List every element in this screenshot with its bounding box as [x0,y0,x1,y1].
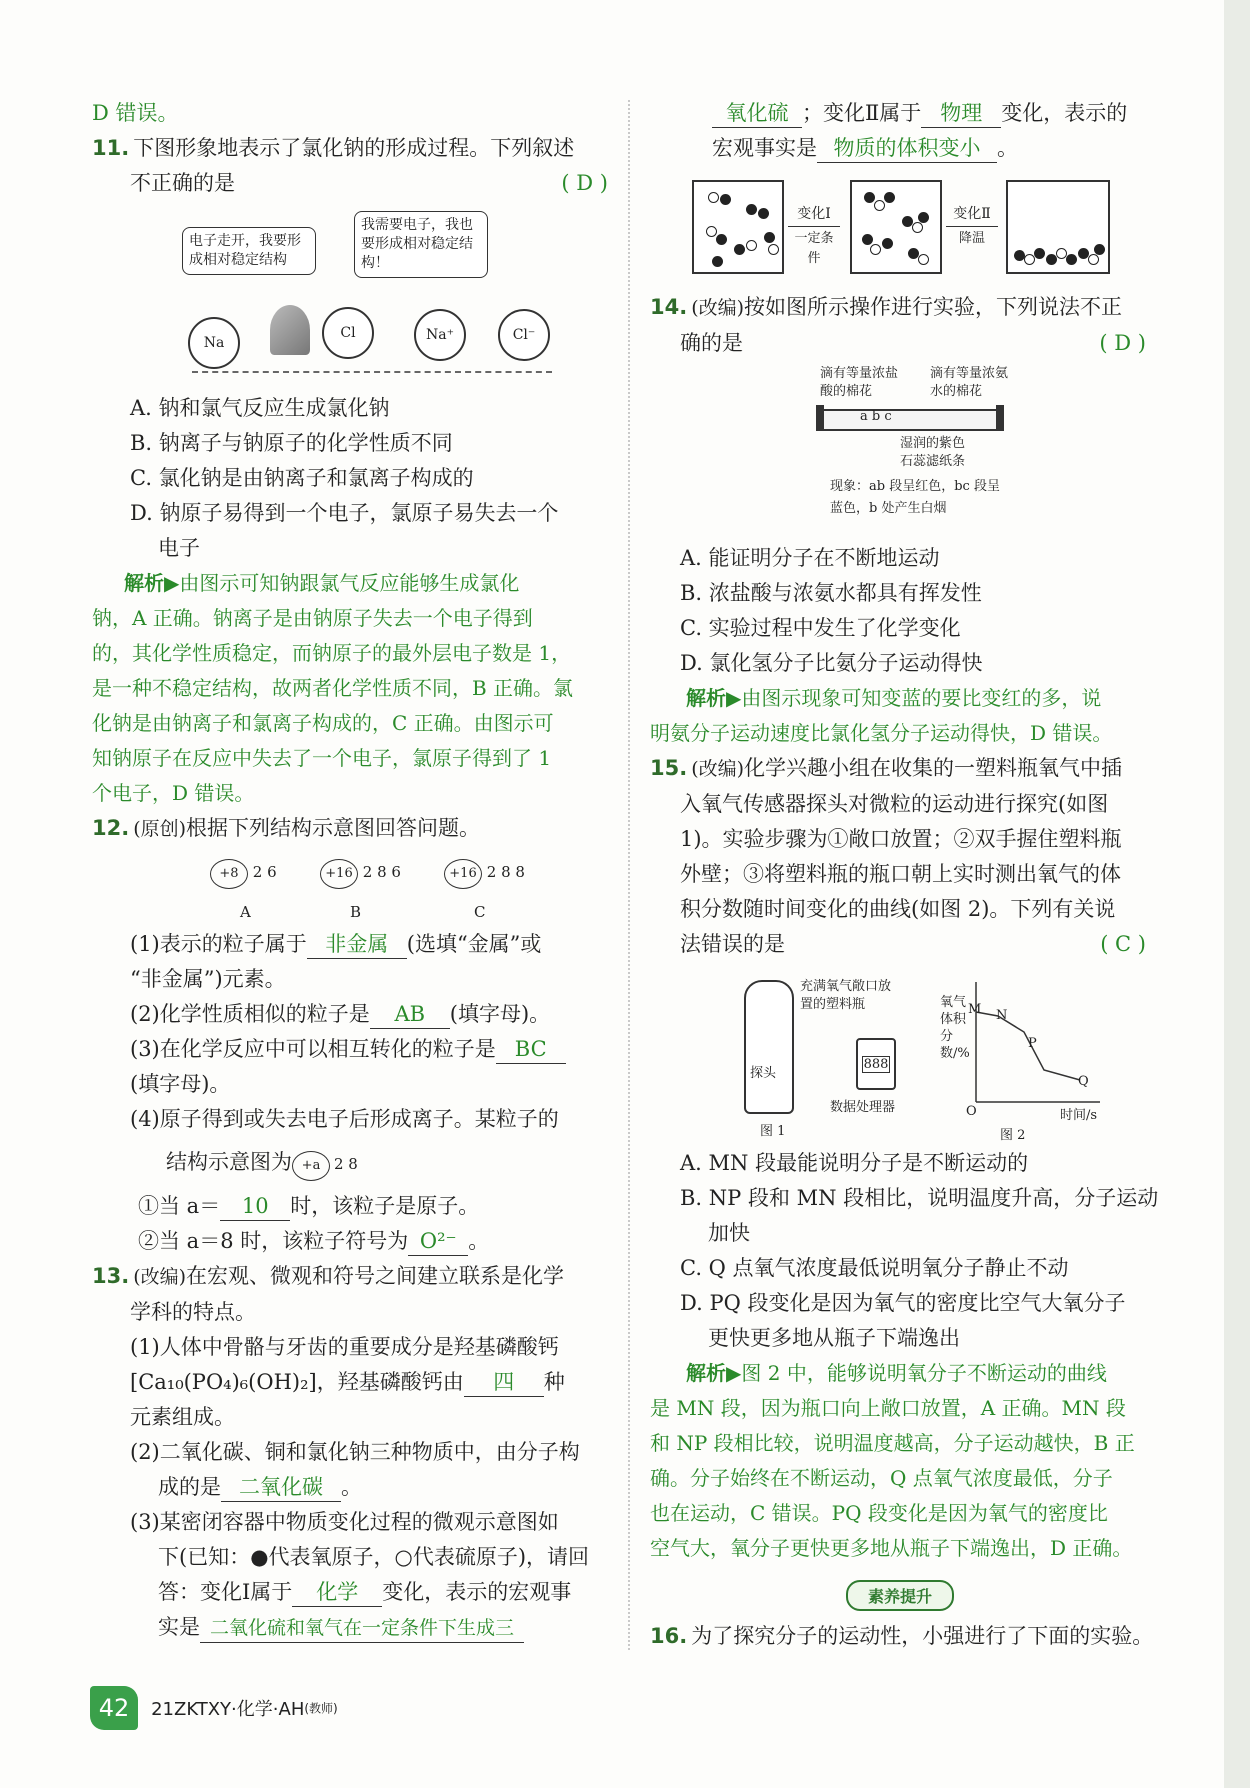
atom-a-nucleus: +8 [210,859,248,889]
q13-answer-cont: 氧化硫 [712,99,802,128]
book-code: 21ZKTXY·化学·AH [151,1699,305,1720]
q15-option-a: A. MN 段最能说明分子是不断运动的 [680,1151,1029,1175]
q13-stem: 在宏观、微观和符号之间建立联系是化学 [186,1264,565,1288]
diffusion-tube-figure [650,361,1150,541]
q13-p3-text-3: 实是 [158,1615,200,1639]
q11-ana-2: 钠，A 正确。钠离子是由钠原子失去一个电子得到 [92,606,533,630]
fig-strip-label: 湿润的紫色石蕊滤纸条 [900,436,966,469]
q14-analysis [650,681,1150,716]
q13-p3-answer-1: 化学 [292,1578,382,1607]
edition-role: (教师) [304,1701,338,1716]
q12-p1-answer: 非金属 [307,930,407,959]
analysis-label: 解析▶ [124,571,180,595]
q13-number: 13. [92,1264,130,1288]
fig1-caption: 图 1 [760,1124,786,1139]
q11-ana-1: 由图示可知钠跟氯气反应能够生成氯化 [179,571,520,595]
figure-ground [192,365,552,373]
fig1-bottle-label: 充满氧气敞口放置的塑料瓶 [800,979,892,1012]
q13-part-3-legend: 下(已知：●代表氧原子，○代表硫原子)，请回 [158,1545,590,1569]
fig-phenomenon-1: 现象：ab 段呈红色，bc 段呈 [830,479,1000,494]
micro-change-diagram [650,174,1150,284]
q11-ana-7: 个电子，D 错误。 [92,781,255,805]
q12-part-4-diagram [92,1137,612,1189]
q13-p1-answer: 四 [464,1368,544,1397]
q13-p3-text-2: 变化，表示的宏观事 [382,1580,572,1604]
q14-number: 14. [650,295,688,319]
q15-option-c: C. Q 点氧气浓度最低说明氧分子静止不动 [680,1256,1069,1280]
q15-stem-6: 法错误的是 [680,932,785,956]
page-footer [90,1686,338,1730]
point-q: Q [1078,1074,1089,1089]
na-atom-figure: Na [188,317,240,369]
q11-ana-6: 知钠原子在反应中失去了一个电子，氯原子得到了 1 [92,746,552,770]
fig2-y-label: 氧气体积分数/% [940,995,970,1061]
q11-option-c: C. 氯化钠是由钠离子和氯离子构成的 [130,466,474,490]
q12-p2-text-2: (填字母)。 [449,1002,551,1026]
fig-nh3-label: 滴有等量浓氨水的棉花 [930,366,1009,399]
question-13 [92,1259,612,1645]
q13-p1-text: [Ca₁₀(PO₄)₆(OH)₂]，羟基磷酸钙由 [130,1370,464,1394]
q12-part-1 [92,927,612,962]
right-column [650,96,1159,1654]
q13-macro-fact-answer: 物质的体积变小 [817,134,997,163]
q12-p2-text: (2)化学性质相似的粒子是 [130,1002,370,1026]
q13-tag: (改编) [133,1266,187,1288]
q14-option-b: B. 浓盐酸与浓氨水都具有挥发性 [680,581,982,605]
q11-analysis [92,566,612,601]
q15-stem-2: 入氧气传感器探头对微粒的运动进行探究(如图 [680,792,1109,816]
q12-s1-text-2: 时，该粒子是原子。 [290,1194,480,1218]
q12-p3-text: (3)在化学反应中可以相互转化的粒子是 [130,1037,496,1061]
cl-ion-figure: Cl⁻ [498,309,550,361]
page-edge [1224,0,1250,1788]
q13-p2-text: 成的是 [158,1475,221,1499]
tube-stopper-right [996,405,1004,431]
q13-part-1-formula [92,1365,612,1400]
q13-change2-answer: 物理 [921,99,1001,128]
q15-ana-3: 和 NP 段相比较，说明温度越高，分子运动越快，B 正 [650,1431,1135,1455]
q13-p2-answer: 二氧化碳 [221,1473,341,1502]
fig2-caption: 图 2 [1000,1128,1026,1143]
q14-option-c: C. 实验过程中发生了化学变化 [680,616,961,640]
fig1-processor-label: 数据处理器 [830,1100,896,1115]
q15-analysis [650,1356,1150,1391]
q13-part-1: (1)人体中骨骼与牙齿的重要成分是羟基磷酸钙 [130,1335,559,1359]
point-n: N [996,1008,1008,1023]
q11-option-d-cont: 电子 [158,536,200,560]
q15-ana-6: 空气大，氧分子更快更多地从瓶子下端逸出，D 正确。 [650,1536,1133,1560]
nacl-formation-figure [92,205,612,385]
atom-diagram-c [444,859,525,921]
plastic-bottle [744,980,794,1114]
state-box-2 [850,180,942,274]
atom-structure-diagrams [92,847,612,927]
q12-p2-answer: AB [370,1000,450,1029]
q13-part-2-cont [92,1470,612,1505]
section-badge: 素养提升 [846,1580,954,1611]
q15-answer: ( C ) [1100,932,1146,956]
section-badge-row [650,1580,1150,1611]
question-11 [92,131,612,811]
q12-s2-text: ②当 a＝8 时，该粒子符号为 [138,1229,409,1253]
q14-stem-2: 确的是 [680,331,743,355]
oxygen-sensor-figures [650,966,1150,1146]
question-15 [650,751,1159,1566]
q12-sub-1 [92,1189,612,1224]
q13-part-2: (2)二氧化碳、铜和氯化钠三种物质中，由分子构 [130,1440,580,1464]
q14-tag: (改编) [691,297,745,319]
electron-figure [270,305,310,355]
q14-answer: ( D ) [1099,331,1146,355]
tube-stopper-left [816,405,824,431]
q13-cont-text-4: 。 [997,136,1018,160]
q11-ana-3: 的，其化学性质稳定，而钠原子的最外层电子数是 1， [92,641,572,665]
fig2-origin: O [966,1104,977,1119]
q15-option-d-cont: 更快更多地从瓶子下端逸出 [708,1326,960,1350]
ion-shells: 2 8 [334,1155,358,1173]
q12-sub-2 [92,1224,612,1259]
q14-option-d: D. 氯化氢分子比氨分子运动得快 [680,651,983,675]
q12-number: 12. [92,816,130,840]
fig-phenomenon-2: 蓝色，b 处产生白烟 [830,501,947,516]
q13-stem-2: 学科的特点。 [130,1300,256,1324]
q15-number: 15. [650,756,688,780]
q11-option-d: D. 钠原子易得到一个电子，氯原子易失去一个 [130,501,559,525]
atom-a-label: A [240,903,251,921]
q15-stem-1: 化学兴趣小组在收集的一塑料瓶氧气中插 [744,756,1123,780]
q11-ana-4: 是一种不稳定结构，故两者化学性质不同，B 正确。氯 [92,676,574,700]
q15-ana-1: 图 2 中，能够说明氧分子不断运动的曲线 [741,1361,1107,1385]
change-2-condition: 降温 [958,231,985,246]
q13-p2-text-2: 。 [341,1475,362,1499]
q15-option-b-cont: 加快 [708,1221,750,1245]
q12-part-2 [92,997,612,1032]
q12-p1-text-2: (选填“金属”或 [406,932,542,956]
q13-cont-text: ；变化Ⅱ属于 [802,101,922,125]
atom-diagram-b [320,859,401,921]
atom-diagram-a [210,859,277,921]
page-number: 42 [90,1686,138,1730]
q15-stem-4: 外壁；③将塑料瓶的瓶口朝上实时测出氧气的体 [680,862,1121,886]
q12-p3-answer: BC [496,1035,566,1064]
atom-b-label: B [350,903,362,921]
fig2-x-label: 时间/s [1060,1108,1098,1123]
glass-tube [820,409,1004,431]
q12-s1-text: ①当 a＝ [138,1194,221,1218]
q14-stem: 按如图所示操作进行实验，下列说法不正 [744,295,1123,319]
analysis-label: 解析▶ [686,1361,742,1385]
speech-bubble-na: 电子走开，我要形成相对稳定结构 [182,227,316,275]
q15-ana-5: 也在运动，C 错误。PQ 段变化是因为氧气的密度比 [650,1501,1108,1525]
ion-nucleus: +a [292,1151,330,1181]
analysis-label: 解析▶ [686,686,742,710]
question-16 [650,1619,1154,1654]
q13-cont-text-2: 变化，表示的 [1001,101,1128,125]
q13-p1-text-2: 种 [543,1370,565,1394]
prev-answer-tail: D 错误。 [92,101,179,125]
q13-part-1-cont: 元素组成。 [130,1405,235,1429]
cl-atom-figure: Cl [322,307,374,359]
q15-ana-4: 确。分子始终在不断运动，Q 点氧气浓度最低，分子 [650,1466,1113,1490]
q15-option-b: B. NP 段和 MN 段相比，说明温度升高，分子运动 [680,1186,1159,1210]
change-1-condition: 一定条件 [794,231,834,266]
q12-s1-answer: 10 [220,1192,290,1221]
change-2-label [942,204,1002,249]
q11-answer: ( D ) [561,171,608,195]
q15-stem-3: 1)。实验步骤为①敞口放置；②双手握住塑料瓶 [680,827,1122,851]
q12-p4-text: 结构示意图为 [166,1150,292,1174]
fig-abc-marks: a b c [860,409,892,424]
change-2-text: 变化Ⅱ [953,206,991,222]
q12-s2-answer: O²⁻ [408,1227,468,1256]
q12-p1-text: (1)表示的粒子属于 [130,932,307,956]
point-m: M [968,1002,982,1017]
q11-option-a: A. 钠和氯气反应生成氯化钠 [130,396,390,420]
data-processor [856,1038,896,1090]
na-ion-figure: Na⁺ [414,309,466,361]
speech-bubble-cl: 我需要电子，我也要形成相对稳定结构！ [354,211,488,278]
q13-part-3: (3)某密闭容器中物质变化过程的微观示意图如 [130,1510,559,1534]
fig1-probe-label: 探头 [750,1066,777,1081]
q11-stem-2: 不正确的是 [130,171,235,195]
q16-stem: 为了探究分子的运动性，小强进行了下面的实验。 [691,1624,1154,1648]
processor-display: 888 [863,1057,889,1072]
q13-part-3-fact [92,1610,612,1645]
q12-tag: (原创) [133,818,187,840]
q11-number: 11. [92,136,130,160]
q14-ana-1: 由图示现象可知变蓝的要比变红的多，说 [741,686,1102,710]
q11-stem: 下图形象地表示了氯化钠的形成过程。下列叙述 [133,136,575,160]
atom-c-shells: 2 8 8 [486,863,525,881]
q14-option-a: A. 能证明分子在不断地运动 [680,546,940,570]
q11-ana-5: 化钠是由钠离子和氯离子构成的，C 正确。由图示可 [92,711,554,735]
q15-tag: (改编) [691,758,745,780]
q15-ana-2: 是 MN 段，因为瓶口向上敞口放置，A 正确。MN 段 [650,1396,1126,1420]
question-14 [650,290,1150,751]
point-p: P [1028,1036,1037,1051]
column-divider [628,100,630,1650]
q15-option-d: D. PQ 段变化是因为氧气的密度比空气大氧分子 [680,1291,1126,1315]
q13-cont-line-2 [650,131,1150,166]
state-box-1 [692,180,784,274]
q14-ana-2: 明氨分子运动速度比氯化氢分子运动得快，D 错误。 [650,721,1113,745]
fig-hcl-label: 滴有等量浓盐酸的棉花 [820,366,899,399]
q12-part-3-cont: (填字母)。 [130,1072,231,1096]
atom-b-shells: 2 8 6 [362,863,401,881]
q16-number: 16. [650,1624,688,1648]
q12-part-1-cont: “非金属”)元素。 [130,967,286,991]
atom-c-nucleus: +16 [444,859,482,889]
q13-p3-answer-2: 二氧化硫和氧气在一定条件下生成三 [200,1614,524,1643]
q13-cont-text-3: 宏观事实是 [712,136,817,160]
q13-cont-line-1 [650,96,1150,131]
q13-p3-text: 答：变化Ⅰ属于 [158,1580,293,1604]
q15-stem-5: 积分数随时间变化的曲线(如图 2)。下列有关说 [680,897,1116,921]
q13-part-3-change1 [92,1575,612,1610]
question-12 [92,811,612,1259]
left-column [92,96,612,1645]
q12-part-4: (4)原子得到或失去电子后形成离子。某粒子的 [130,1107,559,1131]
change-1-text: 变化Ⅰ [797,206,831,222]
atom-b-nucleus: +16 [320,859,358,889]
state-box-3 [1006,180,1110,274]
atom-c-label: C [474,903,486,921]
change-1-label [784,204,844,269]
q12-s2-text-2: 。 [468,1229,490,1253]
q11-option-b: B. 钠离子与钠原子的化学性质不同 [130,431,453,455]
q12-stem: 根据下列结构示意图回答问题。 [186,816,481,840]
atom-a-shells: 2 6 [252,863,277,881]
q12-part-3 [92,1032,612,1067]
